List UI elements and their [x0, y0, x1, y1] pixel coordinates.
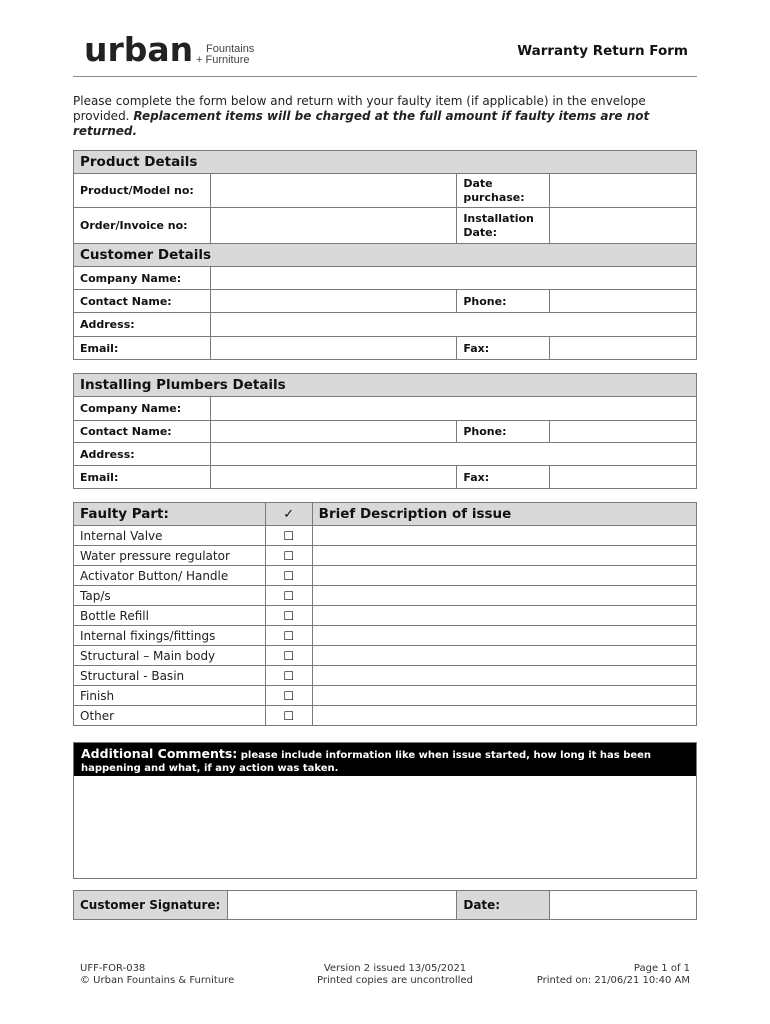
faulty-part-description[interactable] — [312, 666, 696, 686]
model-field[interactable] — [210, 174, 456, 208]
plumber-contact-label: Contact Name: — [74, 421, 211, 443]
faulty-part-label: Other — [74, 706, 266, 726]
faulty-part-description[interactable] — [312, 686, 696, 706]
faulty-part-label: Bottle Refill — [74, 606, 266, 626]
faulty-part-checkbox[interactable]: ☐ — [265, 526, 312, 546]
plumber-section-title: Installing Plumbers Details — [74, 374, 697, 397]
customer-phone-label: Phone: — [457, 290, 550, 313]
faulty-part-checkbox[interactable]: ☐ — [265, 706, 312, 726]
faulty-part-description[interactable] — [312, 526, 696, 546]
install-date-field[interactable] — [550, 208, 697, 244]
faulty-part-label: Activator Button/ Handle — [74, 566, 266, 586]
model-label: Product/Model no: — [74, 174, 211, 208]
faulty-part-description[interactable] — [312, 646, 696, 666]
plumber-email-label: Email: — [74, 466, 211, 489]
intro-text: Please complete the form below and return with your faulty item (if applicable) in the envelope provided. — [73, 94, 646, 123]
plumber-company-label: Company Name: — [74, 397, 211, 421]
plumber-address-field[interactable] — [210, 443, 696, 466]
intro-emphasis: Replacement items will be charged at the full amount if faulty items are not returned. — [73, 109, 650, 138]
faulty-part-description[interactable] — [312, 606, 696, 626]
additional-comments-box[interactable] — [73, 742, 697, 879]
signature-label: Customer Signature: — [74, 891, 228, 920]
plumber-phone-field[interactable] — [550, 421, 697, 443]
order-label: Order/Invoice no: — [74, 208, 211, 244]
faulty-part-label: Structural – Main body — [74, 646, 266, 666]
faulty-part-description[interactable] — [312, 566, 696, 586]
signature-table — [73, 890, 697, 920]
signature-field[interactable] — [227, 891, 457, 920]
footer-right — [537, 963, 690, 987]
faulty-part-checkbox[interactable]: ☐ — [265, 586, 312, 606]
signature-date-label: Date: — [457, 891, 550, 920]
plumber-table — [73, 373, 697, 489]
header-divider — [73, 76, 697, 77]
faulty-part-description[interactable] — [312, 546, 696, 566]
product-customer-table — [73, 150, 697, 360]
printed-note: Printed copies are uncontrolled — [317, 975, 473, 986]
comments-hint: please include information like when issue started, how long it has been happening and what, if any action was taken. — [81, 750, 652, 774]
customer-email-field[interactable] — [210, 337, 456, 360]
printed-on: Printed on: 21/06/21 10:40 AM — [536, 975, 690, 986]
install-date-label: Installation Date: — [457, 208, 550, 244]
form-title: Warranty Return Form — [517, 43, 688, 59]
customer-section-title: Customer Details — [74, 244, 697, 267]
product-section-title: Product Details — [74, 151, 697, 174]
plumber-email-field[interactable] — [210, 466, 457, 489]
plumber-phone-label: Phone: — [457, 421, 550, 443]
logo-sub-line-2: + Furniture — [196, 54, 250, 66]
faulty-part-checkbox[interactable]: ☐ — [265, 566, 312, 586]
copyright: © Urban Fountains & Furniture — [80, 975, 235, 986]
customer-email-label: Email: — [74, 337, 211, 360]
faulty-part-checkbox[interactable]: ☐ — [265, 686, 312, 706]
plumber-company-field[interactable] — [210, 397, 696, 421]
customer-address-label: Address: — [74, 313, 211, 337]
faulty-part-description[interactable] — [312, 706, 696, 726]
order-field[interactable] — [210, 208, 456, 244]
brand-logo: urban — [84, 30, 194, 69]
plumber-fax-field[interactable] — [550, 466, 697, 489]
customer-company-field[interactable] — [210, 267, 696, 290]
logo-sub-line-1: Fountains — [206, 43, 255, 55]
faulty-part-checkbox[interactable]: ☐ — [265, 646, 312, 666]
description-header: Brief Description of issue — [312, 503, 696, 526]
customer-fax-field[interactable] — [550, 337, 697, 360]
plumber-fax-label: Fax: — [457, 466, 550, 489]
brand-logo-subtitle — [196, 44, 254, 66]
date-purchase-field[interactable] — [550, 174, 697, 208]
faulty-part-label: Internal Valve — [74, 526, 266, 546]
customer-contact-field[interactable] — [210, 290, 456, 313]
faulty-part-checkbox[interactable]: ☐ — [265, 626, 312, 646]
intro-paragraph — [73, 94, 703, 139]
plumber-contact-field[interactable] — [210, 421, 457, 443]
plumber-address-label: Address: — [74, 443, 211, 466]
date-purchase-label: Date purchase: — [457, 174, 550, 208]
faulty-part-description[interactable] — [312, 626, 696, 646]
faulty-part-checkbox[interactable]: ☐ — [265, 666, 312, 686]
faulty-part-label: Finish — [74, 686, 266, 706]
faulty-part-label: Internal fixings/fittings — [74, 626, 266, 646]
checkmark-icon: ✓ — [265, 503, 312, 526]
customer-address-field[interactable] — [210, 313, 696, 337]
page-number: Page 1 of 1 — [633, 963, 690, 974]
faulty-parts-table — [73, 502, 697, 726]
customer-phone-field[interactable] — [550, 290, 697, 313]
faulty-part-label: Tap/s — [74, 586, 266, 606]
faulty-part-checkbox[interactable]: ☐ — [265, 606, 312, 626]
footer-left — [80, 963, 234, 987]
faulty-part-header: Faulty Part: — [74, 503, 266, 526]
faulty-part-label: Structural - Basin — [74, 666, 266, 686]
customer-fax-label: Fax: — [457, 337, 550, 360]
faulty-part-checkbox[interactable]: ☐ — [265, 546, 312, 566]
comments-header — [74, 743, 696, 776]
signature-date-field[interactable] — [550, 891, 697, 920]
comments-title: Additional Comments: — [81, 746, 238, 761]
faulty-part-description[interactable] — [312, 586, 696, 606]
footer-center — [300, 963, 490, 987]
customer-company-label: Company Name: — [74, 267, 211, 290]
doc-code: UFF-FOR-038 — [80, 963, 146, 974]
faulty-part-label: Water pressure regulator — [74, 546, 266, 566]
version-info: Version 2 issued 13/05/2021 — [323, 963, 467, 974]
customer-contact-label: Contact Name: — [74, 290, 211, 313]
